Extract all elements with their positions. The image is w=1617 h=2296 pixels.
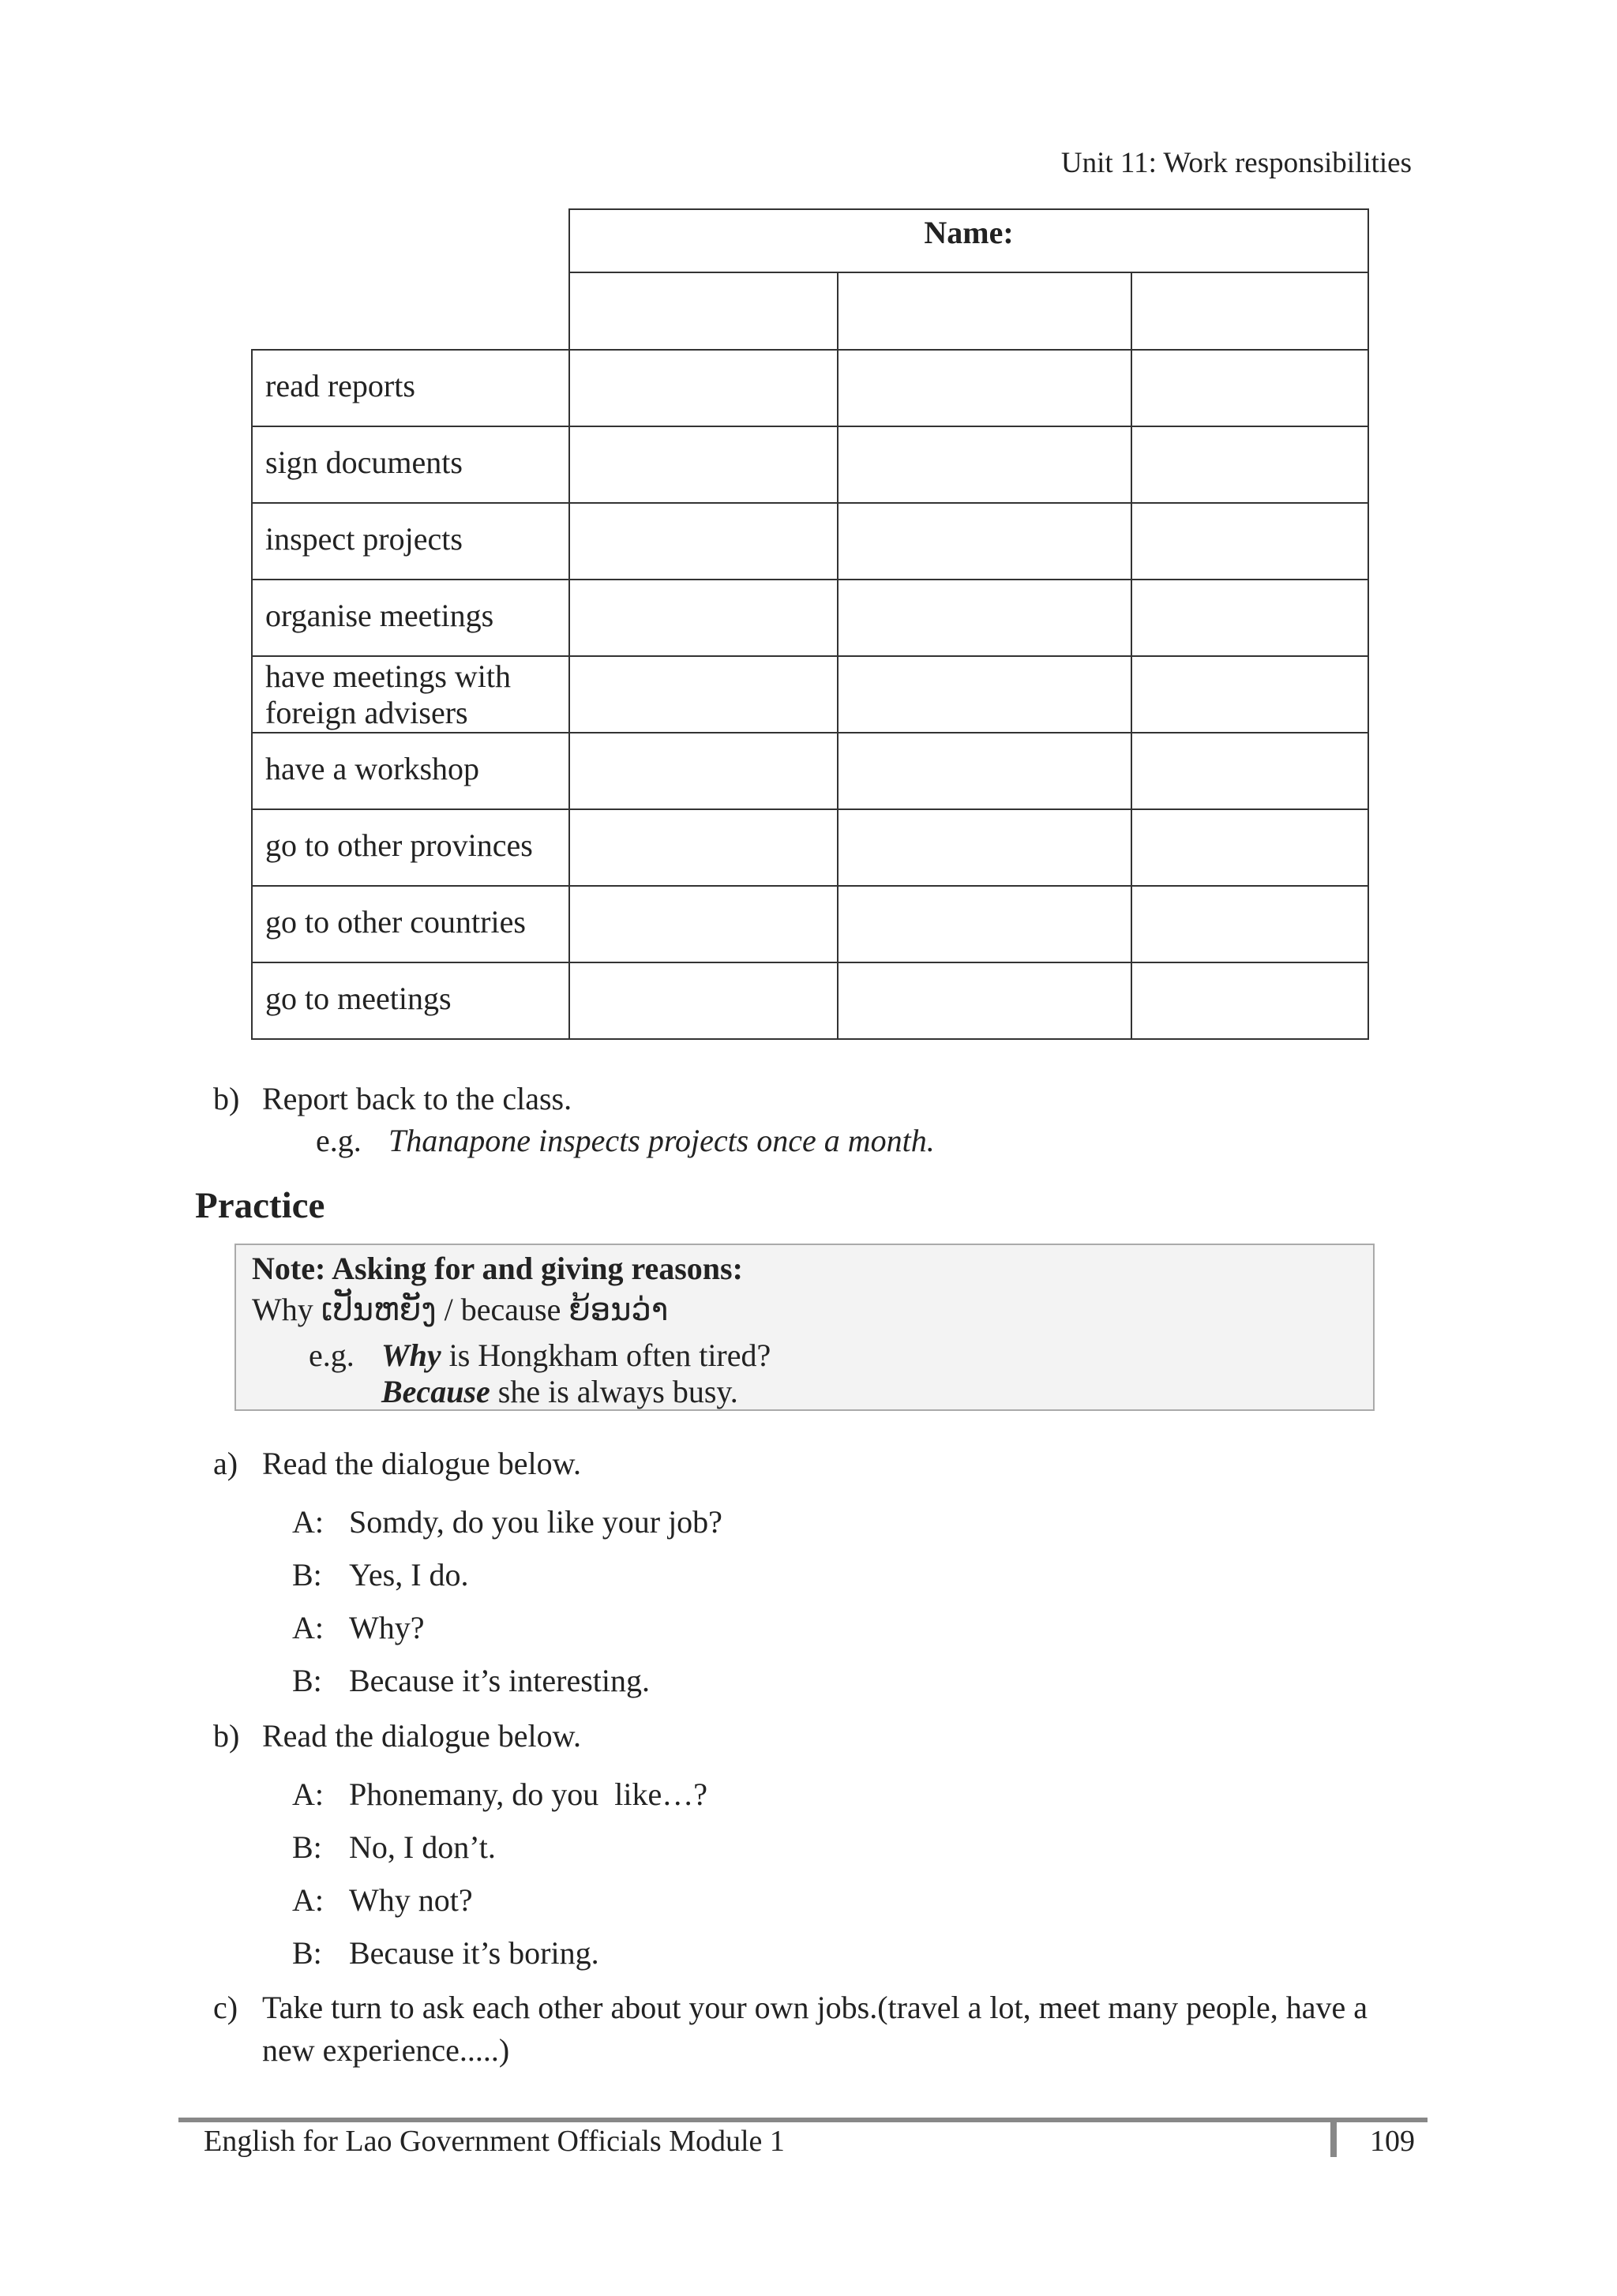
answer-cell[interactable] [837,655,1132,733]
eg-label: e.g. [309,1337,355,1373]
answer-cell[interactable] [568,962,839,1040]
activity-cell [251,655,570,733]
line-text: Why? [349,1610,425,1645]
item-letter: a) [213,1446,238,1481]
answer-cell[interactable] [837,808,1132,887]
footer-divider [1330,2118,1337,2157]
line-text: Because it’s boring. [349,1935,599,1971]
note-example-question [309,1337,771,1374]
item-letter: b) [213,1081,240,1116]
activity-label: read reports [265,368,415,403]
line-text: Phonemany, do you like…? [349,1776,708,1812]
item-letter: c) [213,1990,238,2025]
activity-label: inspect projects [265,521,463,557]
answer-cell[interactable] [837,732,1132,810]
activity-label: go to other countries [265,904,526,940]
report-instruction [213,1080,572,1117]
activity-label: foreign advisers [265,695,468,730]
answer-cell[interactable] [837,426,1132,504]
answer-cell[interactable] [837,579,1132,657]
answer-cell[interactable] [568,885,839,963]
dialogue-line [292,1556,469,1593]
activity-cell [251,579,570,657]
report-example [316,1122,935,1159]
answer-cell[interactable] [568,426,839,504]
question-rest: is Hongkham often tired? [441,1337,771,1373]
dialogue-a-instruction [213,1445,581,1482]
dialogue-line [292,1829,496,1866]
eg-label: e.g. [316,1123,362,1158]
footer-rule [178,2118,1428,2122]
line-text: Yes, I do. [349,1557,469,1593]
answer-cell[interactable] [1131,732,1369,810]
eg-text: Thanapone inspects projects once a month. [388,1123,935,1158]
answer-cell[interactable] [1131,426,1369,504]
answer-cell[interactable] [837,885,1132,963]
activity-label: go to meetings [265,981,452,1016]
speaker: A: [292,1882,324,1918]
answer-cell[interactable] [837,349,1132,427]
name-cell-2[interactable] [837,272,1132,351]
name-header-cell [568,208,1369,273]
dialogue-line [292,1662,650,1699]
activity-cell [251,349,570,427]
unit-title: Unit 11: Work responsibilities [1060,147,1412,179]
note-title: Note: Asking for and giving reasons: [252,1251,743,1286]
activity-cell [251,732,570,810]
answer-cell[interactable] [1131,502,1369,580]
answer-cell[interactable] [568,579,839,657]
answer-cell[interactable] [1131,962,1369,1040]
line-text: No, I don’t. [349,1829,496,1865]
footer-title: English for Lao Government Officials Module 1 [204,2125,785,2158]
dialogue-line [292,1776,707,1813]
dialogue-line [292,1609,425,1646]
answer-cell[interactable] [1131,655,1369,733]
answer-cell[interactable] [837,502,1132,580]
line-text: Why not? [349,1882,473,1918]
note-box [234,1244,1375,1411]
speaker: A: [292,1504,324,1540]
name-cell-3[interactable] [1131,272,1369,351]
speaker: B: [292,1663,322,1698]
dialogue-line [292,1934,599,1971]
speaker: B: [292,1935,322,1971]
activity-cell [251,962,570,1040]
name-cell-1[interactable] [568,272,839,351]
answer-cell[interactable] [837,962,1132,1040]
speaker: B: [292,1829,322,1865]
answer-cell[interactable] [1131,349,1369,427]
item-text: Take turn to ask each other about your own jobs.(travel a lot, meet many people, have a [262,1990,1368,2025]
dialogue-line [292,1503,722,1540]
task-c-instruction [213,1989,1368,2026]
activity-cell [251,808,570,887]
answer-cell[interactable] [568,655,839,733]
answer-rest: she is always busy. [490,1374,738,1409]
answer-cell[interactable] [1131,808,1369,887]
speaker: A: [292,1776,324,1812]
answer-cell[interactable] [568,502,839,580]
activity-cell [251,426,570,504]
line-text: Somdy, do you like your job? [349,1504,722,1540]
item-text: Read the dialogue below. [262,1718,581,1754]
task-c-continuation: new experience.....) [262,2032,510,2068]
why-keyword: Why [381,1337,441,1373]
answer-cell[interactable] [1131,579,1369,657]
note-line: Why ເປັນຫຍັງ / because ຍ້ອນວ່າ [252,1292,669,1327]
item-letter: b) [213,1718,240,1754]
dialogue-line [292,1881,473,1919]
activity-label: have a workshop [265,751,480,786]
dialogue-b-instruction [213,1717,581,1754]
page-number: 109 [1370,2125,1415,2158]
activity-cell [251,502,570,580]
line-text: Because it’s interesting. [349,1663,651,1698]
answer-cell[interactable] [568,732,839,810]
item-text: Read the dialogue below. [262,1446,581,1481]
answer-cell[interactable] [1131,885,1369,963]
activity-label: have meetings with [265,658,512,694]
speaker: B: [292,1557,322,1593]
name-header: Name: [924,215,1014,250]
item-text: Report back to the class. [262,1081,572,1116]
activity-label: organise meetings [265,598,494,633]
speaker: A: [292,1610,324,1645]
note-example-answer [381,1373,738,1410]
answer-cell[interactable] [568,349,839,427]
activity-cell [251,885,570,963]
because-keyword: Because [381,1374,490,1409]
activity-label: go to other provinces [265,827,533,863]
activity-label: sign documents [265,445,463,480]
practice-heading: Practice [195,1185,325,1226]
answer-cell[interactable] [568,808,839,887]
